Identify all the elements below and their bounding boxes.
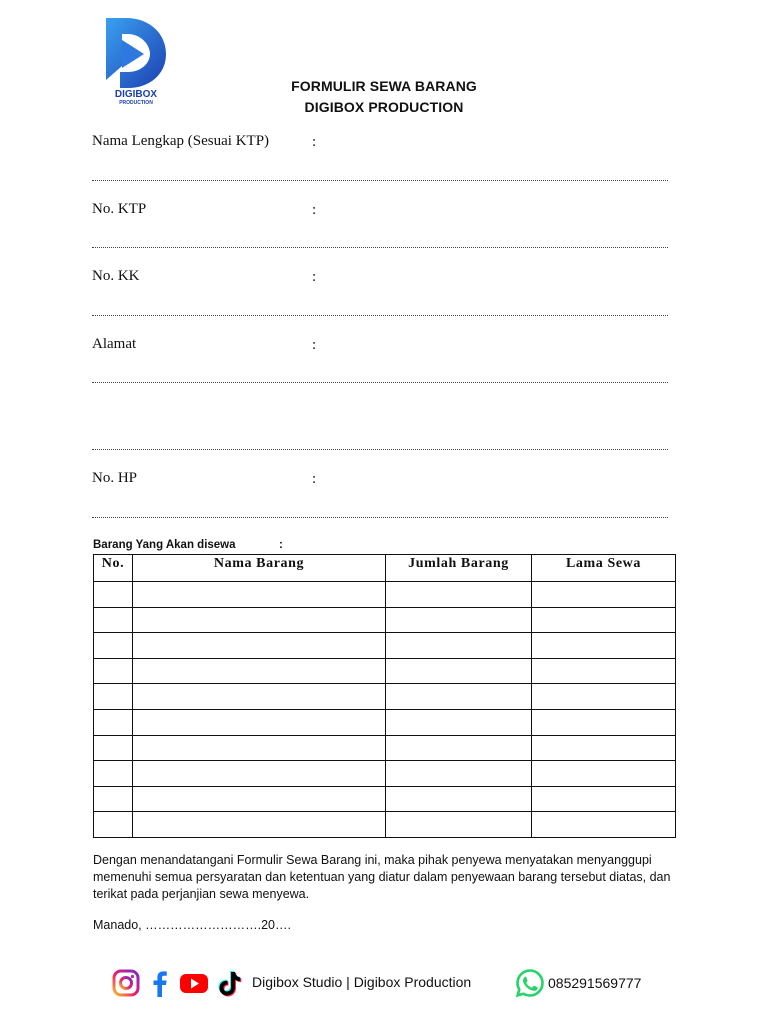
cell-quantity[interactable] — [386, 735, 532, 761]
address-label: Alamat — [92, 336, 137, 352]
cell-item-name[interactable] — [133, 607, 386, 633]
ktp-colon: : — [312, 202, 317, 218]
cell-item-name[interactable] — [133, 658, 386, 684]
table-row — [94, 582, 676, 608]
cell-duration[interactable] — [532, 633, 676, 659]
cell-quantity[interactable] — [386, 684, 532, 710]
kk-input-line[interactable] — [92, 314, 668, 316]
cell-quantity[interactable] — [386, 812, 532, 838]
header-duration: Lama Sewa — [532, 555, 676, 582]
cell-no[interactable] — [94, 658, 133, 684]
cell-duration[interactable] — [532, 684, 676, 710]
address-input-line-1[interactable] — [92, 381, 668, 383]
cell-item-name[interactable] — [133, 709, 386, 735]
cell-item-name[interactable] — [133, 633, 386, 659]
ktp-input-line[interactable] — [92, 246, 668, 248]
form-subtitle: DIGIBOX PRODUCTION — [304, 99, 464, 115]
header-item-name: Nama Barang — [133, 555, 386, 582]
youtube-icon — [179, 968, 209, 998]
phone-colon: : — [312, 471, 317, 487]
instagram-icon — [111, 968, 141, 998]
tiktok-icon — [215, 968, 245, 998]
logo-subtext: PRODUCTION — [119, 100, 153, 106]
place-date: Manado, ……………………….20…. — [93, 918, 291, 932]
kk-colon: : — [312, 269, 317, 285]
cell-duration[interactable] — [532, 735, 676, 761]
header-no: No. — [94, 555, 133, 582]
table-row — [94, 761, 676, 787]
cell-no[interactable] — [94, 633, 133, 659]
table-row — [94, 735, 676, 761]
cell-item-name[interactable] — [133, 786, 386, 812]
form-title: FORMULIR SEWA BARANG — [291, 78, 477, 94]
table-row — [94, 812, 676, 838]
items-label: Barang Yang Akan disewa — [93, 539, 236, 551]
cell-item-name[interactable] — [133, 735, 386, 761]
cell-no[interactable] — [94, 582, 133, 608]
cell-no[interactable] — [94, 761, 133, 787]
footer-studio-text: Digibox Studio | Digibox Production — [252, 974, 472, 990]
cell-quantity[interactable] — [386, 658, 532, 684]
table-header-row — [94, 555, 676, 582]
logo-wordmark: DIGIBOX — [114, 89, 158, 100]
cell-duration[interactable] — [532, 582, 676, 608]
cell-item-name[interactable] — [133, 761, 386, 787]
items-colon: : — [279, 539, 283, 551]
cell-quantity[interactable] — [386, 582, 532, 608]
cell-duration[interactable] — [532, 709, 676, 735]
name-input-line[interactable] — [92, 179, 668, 181]
cell-item-name[interactable] — [133, 684, 386, 710]
cell-quantity[interactable] — [386, 607, 532, 633]
cell-quantity[interactable] — [386, 786, 532, 812]
facebook-icon — [145, 968, 175, 998]
cell-no[interactable] — [94, 735, 133, 761]
cell-quantity[interactable] — [386, 709, 532, 735]
items-table — [93, 554, 676, 838]
table-row — [94, 684, 676, 710]
table-row — [94, 607, 676, 633]
name-colon: : — [312, 134, 317, 150]
header-quantity: Jumlah Barang — [386, 555, 532, 582]
cell-no[interactable] — [94, 607, 133, 633]
cell-item-name[interactable] — [133, 812, 386, 838]
footer-phone-number: 085291569777 — [548, 975, 642, 991]
phone-label: No. HP — [92, 470, 138, 486]
address-input-line-2[interactable] — [92, 448, 668, 450]
cell-item-name[interactable] — [133, 582, 386, 608]
table-row — [94, 633, 676, 659]
phone-input-line[interactable] — [92, 516, 668, 518]
cell-duration[interactable] — [532, 607, 676, 633]
cell-no[interactable] — [94, 786, 133, 812]
table-row — [94, 658, 676, 684]
table-row — [94, 786, 676, 812]
whatsapp-icon — [515, 968, 545, 998]
address-colon: : — [312, 337, 317, 353]
ktp-label: No. KTP — [92, 201, 147, 217]
cell-duration[interactable] — [532, 786, 676, 812]
cell-quantity[interactable] — [386, 633, 532, 659]
cell-quantity[interactable] — [386, 761, 532, 787]
cell-duration[interactable] — [532, 761, 676, 787]
cell-no[interactable] — [94, 709, 133, 735]
cell-no[interactable] — [94, 812, 133, 838]
agreement-text: Dengan menandatangani Formulir Sewa Barang ini, maka pihak penyewa menyatakan menyanggupi memenuhi semua persyaratan dan ketentuan yang diatur dalam penyewaan barang tersebut diatas, dan terikat pada perjanjian sewa menyewa. — [93, 853, 671, 901]
cell-duration[interactable] — [532, 658, 676, 684]
kk-label: No. KK — [92, 268, 140, 284]
cell-duration[interactable] — [532, 812, 676, 838]
name-label: Nama Lengkap (Sesuai KTP) — [92, 133, 270, 149]
cell-no[interactable] — [94, 684, 133, 710]
table-row — [94, 709, 676, 735]
